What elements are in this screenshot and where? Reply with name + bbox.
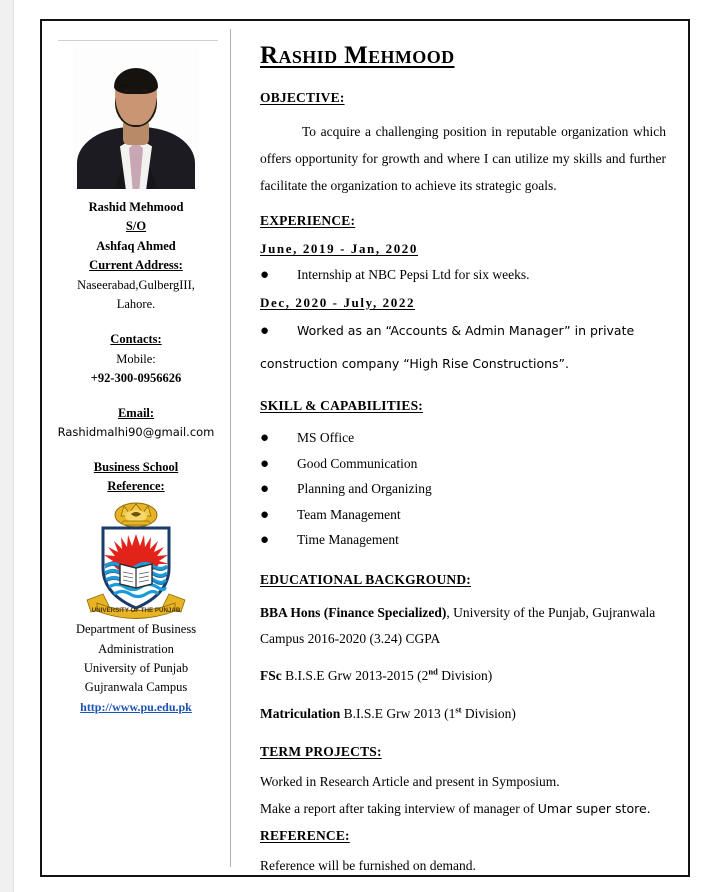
list-item	[260, 454, 666, 474]
education-ordinal-fsc: nd	[428, 666, 438, 677]
sidebar-so-label: S/O	[125, 219, 147, 234]
bullet-icon: ●	[260, 532, 270, 549]
education-degree-bba: BBA Hons (Finance Specialized)	[260, 604, 447, 620]
education-detail-fsc-tail: Division)	[437, 668, 493, 684]
experience-dates-1: June, 2019 - Jan, 2020	[260, 241, 418, 256]
education-detail-fsc: B.I.S.E Grw 2013-2015 (2	[281, 668, 429, 684]
sidebar-top-rule	[58, 40, 218, 41]
section-heading-education: EDUCATIONAL BACKGROUND:	[260, 571, 471, 587]
education-item-matric	[260, 701, 666, 727]
sidebar-reference-label-line-1: Business School	[93, 459, 179, 474]
sidebar-address-line-1: Naseerabad,GulbergIII,	[77, 277, 195, 292]
crest-banner-text: UNIVERSITY OF THE PUNJAB	[91, 607, 181, 615]
main-content	[230, 21, 688, 875]
sidebar-footer-line-4: Gujranwala Campus	[84, 680, 188, 695]
sidebar-email-value: Rashidmalhi90@gmail.com	[57, 424, 215, 439]
sidebar	[42, 21, 230, 875]
experience-bullet-text-2-continued: construction company “High Rise Constructions”.	[260, 356, 569, 372]
experience-bullet-1	[260, 265, 666, 285]
skill-label: Time Management	[297, 532, 399, 548]
page-title: Rashid Mehmood	[260, 42, 455, 69]
skill-label: Good Communication	[297, 455, 418, 471]
sidebar-address-line-2: Lahore.	[116, 296, 156, 311]
sidebar-mobile-number: +92-300-0956626	[90, 371, 182, 385]
crest-icon	[81, 502, 191, 620]
term-project-line-2-prefix: Make a report after taking interview of manager of	[260, 801, 538, 817]
skill-label: MS Office	[297, 430, 355, 446]
bullet-icon: ●	[260, 481, 270, 498]
sidebar-mobile-label: Mobile:	[116, 351, 156, 366]
section-heading-term-projects: TERM PROJECTS:	[260, 744, 382, 760]
sidebar-footer-line-1: Department of Business	[75, 622, 197, 637]
education-item-fsc	[260, 663, 666, 689]
section-heading-reference: REFERENCE:	[260, 828, 350, 844]
sidebar-content-divider	[230, 29, 231, 867]
reference-text: Reference will be furnished on demand.	[260, 858, 476, 874]
education-degree-matric: Matriculation	[260, 705, 341, 721]
university-website-link[interactable]: http://www.pu.edu.pk	[80, 699, 192, 714]
university-crest-logo	[81, 502, 191, 620]
education-ordinal-matric: st	[455, 704, 462, 715]
education-detail-bba: , University of the Punjab, Gujranwala Campus 2016-2020 (3.24) CGPA	[260, 604, 656, 646]
skill-label: Planning and Organizing	[297, 481, 432, 497]
sidebar-footer-line-3: University of Punjab	[83, 661, 189, 676]
education-detail-matric-tail: Division)	[461, 705, 516, 721]
term-project-line-2	[260, 799, 666, 820]
sidebar-address-label: Current Address:	[89, 258, 183, 273]
page-left-margin	[0, 0, 14, 892]
experience-dates-2: Dec, 2020 - July, 2022	[260, 294, 416, 310]
portrait-photo	[73, 47, 199, 189]
sidebar-reference-label-line-2: Reference:	[107, 478, 165, 493]
sidebar-name: Rashid Mehmood	[88, 200, 184, 214]
experience-bullet-2	[260, 319, 666, 343]
bullet-icon: ●	[260, 322, 270, 339]
section-heading-objective: OBJECTIVE:	[260, 90, 345, 105]
objective-text: To acquire a challenging position in reputable organization which offers opportunity for growth and where I can utilize my skills and further facilitate the organization to achieve its strategic goals.	[260, 124, 666, 193]
section-heading-skills: SKILL & CAPABILITIES:	[260, 398, 423, 414]
bullet-icon: ●	[260, 430, 270, 447]
list-item	[260, 479, 666, 499]
list-item	[260, 530, 666, 550]
resume-page	[40, 19, 690, 877]
skill-label: Team Management	[297, 506, 401, 522]
experience-bullet-text-1: Internship at NBC Pepsi Ltd for six weeks.	[297, 267, 530, 282]
education-detail-matric: B.I.S.E Grw 2013 (	[340, 705, 449, 721]
list-item	[260, 428, 666, 448]
sidebar-father-name: Ashfaq Ahmed	[96, 238, 176, 253]
experience-bullet-text-2: Worked as an “Accounts & Admin Manager” in private	[297, 322, 635, 338]
list-item	[260, 505, 666, 525]
sidebar-footer-line-2: Administration	[98, 641, 174, 656]
bullet-icon: ●	[260, 267, 270, 283]
skills-list	[260, 428, 666, 550]
education-item-bba	[260, 600, 666, 651]
term-project-store-name: Umar super store.	[537, 801, 651, 817]
bullet-icon: ●	[260, 455, 270, 472]
section-heading-experience: EXPERIENCE:	[260, 213, 356, 228]
education-ordinal-number-matric: 1	[448, 705, 456, 721]
sidebar-email-label: Email:	[117, 406, 155, 421]
education-degree-fsc: FSc	[260, 668, 282, 684]
term-project-line-1: Worked in Research Article and present in Symposium.	[260, 774, 560, 790]
bullet-icon: ●	[260, 506, 270, 523]
sidebar-contacts-label: Contacts:	[110, 332, 162, 347]
